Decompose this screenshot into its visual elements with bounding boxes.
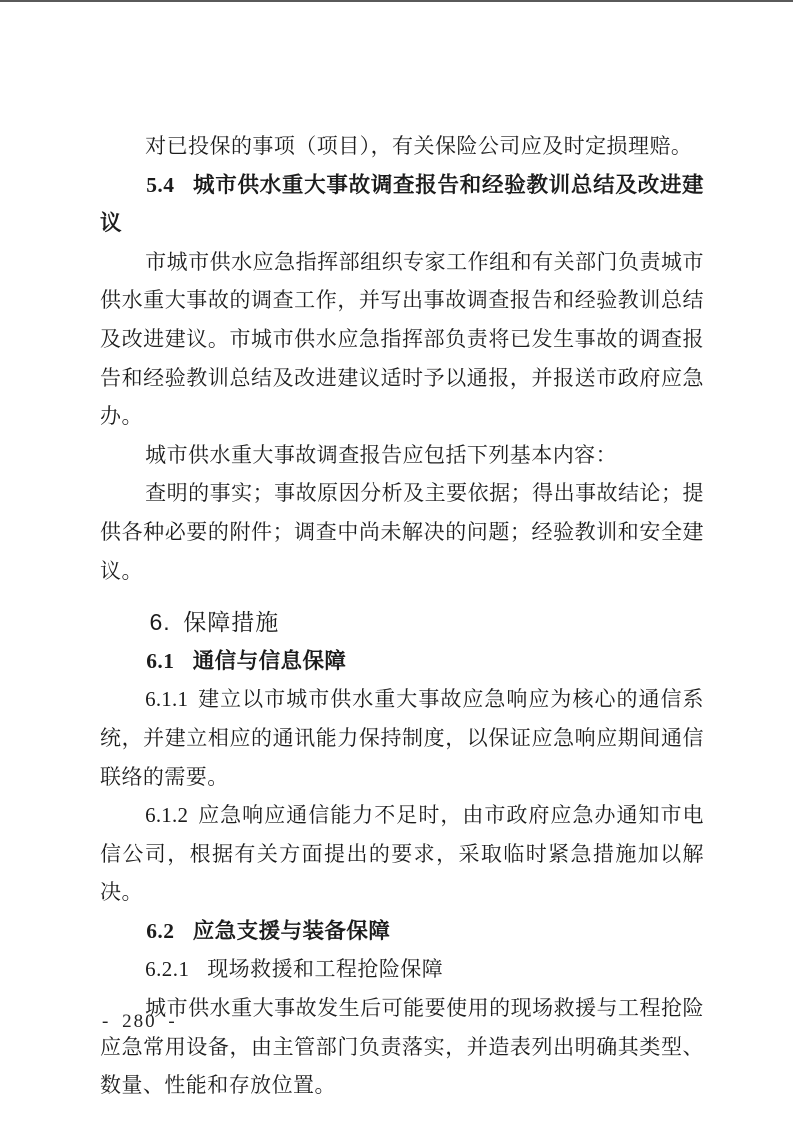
heading-6-2-1-number: 6.2.1	[145, 957, 190, 982]
scan-artifact-top-edge	[0, 0, 793, 2]
heading-6-2-1-title: 现场救援和工程抢险保障	[207, 957, 444, 982]
heading-6-2-1	[100, 950, 704, 989]
page-footer	[102, 1003, 177, 1041]
paragraph-6-1-2-text: 应急响应通信能力不足时，由市政府应急办通知市电信公司，根据有关方面提出的要求，采取临时紧急措施加以解决。	[100, 803, 704, 905]
heading-6-number: 6.	[149, 609, 171, 636]
heading-6-2-number: 6.2	[146, 918, 175, 943]
paragraph-6-1-1-text: 建立以市城市供水重大事故应急响应为核心的通信系统，并建立相应的通讯能力保持制度，以保证应急响应期间通信联络的需要。	[100, 687, 704, 789]
paragraph-6-1-1-number: 6.1.1	[145, 687, 189, 712]
paragraph-6-1-1	[100, 680, 704, 796]
document-content	[100, 127, 704, 1105]
paragraph-report-items: 查明的事实；事故原因分析及主要依据；得出事故结论；提供各种必要的附件；调查中尚未解决的问题；经验教训和安全建议。	[100, 481, 704, 583]
heading-6-title: 保障措施	[183, 609, 280, 636]
heading-6-1-title: 通信与信息保障	[192, 648, 347, 673]
page-number: - 280 -	[102, 1011, 177, 1032]
heading-5-4-title: 城市供水重大事故调查报告和经验教训总结及改进建议	[100, 172, 704, 236]
heading-6-2-title: 应急支援与装备保障	[192, 918, 391, 943]
heading-6-2	[100, 912, 704, 951]
paragraph-report-contents: 城市供水重大事故调查报告应包括下列基本内容：	[145, 442, 618, 467]
heading-5-4	[100, 166, 704, 243]
heading-6-1	[100, 642, 704, 681]
heading-5-4-number: 5.4	[146, 172, 175, 197]
paragraph-investigation: 市城市供水应急指挥部组织专家工作组和有关部门负责城市供水重大事故的调查工作，并写出事故调查报告和经验教训总结及改进建议。市城市供水应急指挥部负责将已发生事故的调查报告和经验教训总结及改进建议适时予以通报，并报送市政府应急办。	[100, 249, 704, 429]
paragraph-equipment: 城市供水重大事故发生后可能要使用的现场救援与工程抢险应急常用设备，由主管部门负责落实，并造表列出明确其类型、数量、性能和存放位置。	[100, 996, 704, 1098]
heading-6	[100, 603, 704, 642]
heading-6-1-number: 6.1	[146, 648, 175, 673]
paragraph-6-1-2-number: 6.1.2	[145, 803, 189, 828]
paragraph-6-1-2	[100, 796, 704, 912]
paragraph-insurance-claims: 对已投保的事项（项目），有关保险公司应及时定损理赔。	[145, 134, 693, 158]
